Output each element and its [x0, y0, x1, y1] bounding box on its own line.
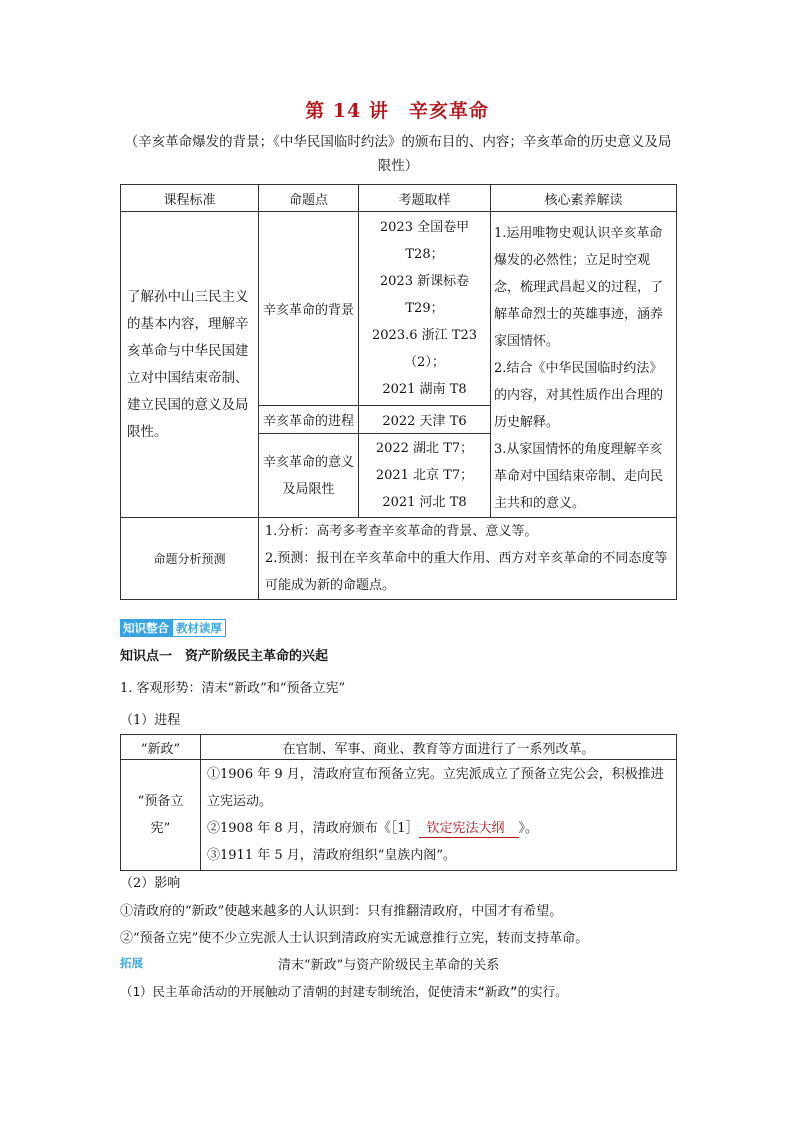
samples-significance: 2022 湖北 T7； 2021 北京 T7； 2021 河北 T8 [359, 434, 491, 518]
effect-item: ②“预备立宪”使不少立宪派人士认识到清政府实无诚意推行立宪，转而支持革命。 [120, 931, 589, 946]
header-points: 命题点 [259, 185, 359, 212]
point-process: 辛亥革命的进程 [259, 406, 359, 434]
knowledge-point-heading: 知识点一 资产阶级民主革命的兴起 [120, 649, 329, 664]
header-standard: 课程标准 [121, 185, 259, 212]
sub-heading-effect: （2）影响 [120, 876, 181, 891]
analysis-cell: 1.分析：高考多考查辛亥革命的背景、意义等。 2.预测：报刊在辛亥革命中的重大作用、西方对辛亥革命的不同态度等可能成为新的命题点。 [259, 518, 677, 600]
samples-process: 2022 天津 T6 [359, 406, 491, 434]
curriculum-table [120, 184, 677, 600]
samples-background: 2023 全国卷甲 T28； 2023 新课标卷 T29； 2023.6 浙江 T23 （2）； 2021 湖南 T8 [359, 212, 491, 406]
table-row [121, 760, 677, 871]
curriculum-standard: 了解孙中山三民主义的基本内容，理解辛亥革命与中华民国建立对中国结束帝制、建立民国的意义及局限性。 [121, 212, 259, 518]
row-label-newpolicy: “新政” [121, 735, 201, 760]
effect-item: ①清政府的“新政”使越来越多的人认识到：只有推翻清政府，中国才有希望。 [120, 904, 563, 919]
page-title: 第 14 讲 辛亥革命 [305, 100, 489, 122]
table-header-row [121, 185, 677, 212]
extension-title: 清末“新政”与资产阶级民主革命的关系 [278, 958, 500, 973]
sub-heading-process: （1）进程 [120, 713, 181, 728]
point-background: 辛亥革命的背景 [259, 212, 359, 406]
row-text-newpolicy: 在官制、军事、商业、教育等方面进行了一系列改革。 [201, 735, 677, 760]
section-tag [120, 619, 226, 637]
item-heading: 1. 客观形势：清末“新政”和“预备立宪” [120, 681, 346, 696]
header-samples: 考题取样 [359, 185, 491, 212]
tag-textbook: 教材读厚 [172, 619, 226, 637]
header-literacy: 核心素养解读 [491, 185, 677, 212]
point-significance: 辛亥革命的意义及局限性 [259, 434, 359, 518]
answer-blank: 钦定宪法大纲 [419, 821, 519, 838]
table-row [121, 212, 677, 406]
extension-label: 拓展 [120, 956, 143, 970]
table-row [121, 518, 677, 600]
page-subtitle: （辛亥革命爆发的背景；《中华民国临时约法》的颁布目的、内容；辛亥革命的历史意义及局限性） [124, 134, 672, 174]
row-text-constitution: ①1906 年 9 月，清政府宣布预备立宪。立宪派成立了预备立宪公会，积极推进立宪运动。 ②1908 年 8 月，清政府颁布《［1］ 钦定宪法大纲 》。 ③1911 年 5 月，清政府组织“皇族内阁”。 [201, 760, 677, 871]
row-label-constitution: “预备立宪” [121, 760, 201, 871]
table-row [121, 735, 677, 760]
analysis-label: 命题分析预测 [121, 518, 259, 600]
literacy-cell: 1.运用唯物史观认识辛亥革命爆发的必然性；立足时空观念，梳理武昌起义的过程，了解革命烈士的英雄事迹，涵养家国情怀。 2.结合《中华民国临时约法》的内容，对其性质作出合理的历史解释。 3.从家国情怀的角度理解辛亥革命对中国结束帝制、走向民主共和的意义。 [491, 212, 677, 518]
tag-knowledge: 知识整合 [120, 619, 172, 637]
extension-text: （1）民主革命活动的开展触动了清朝的封建专制统治，促使清末“新政”的实行。 [120, 984, 568, 999]
process-table [120, 734, 677, 871]
